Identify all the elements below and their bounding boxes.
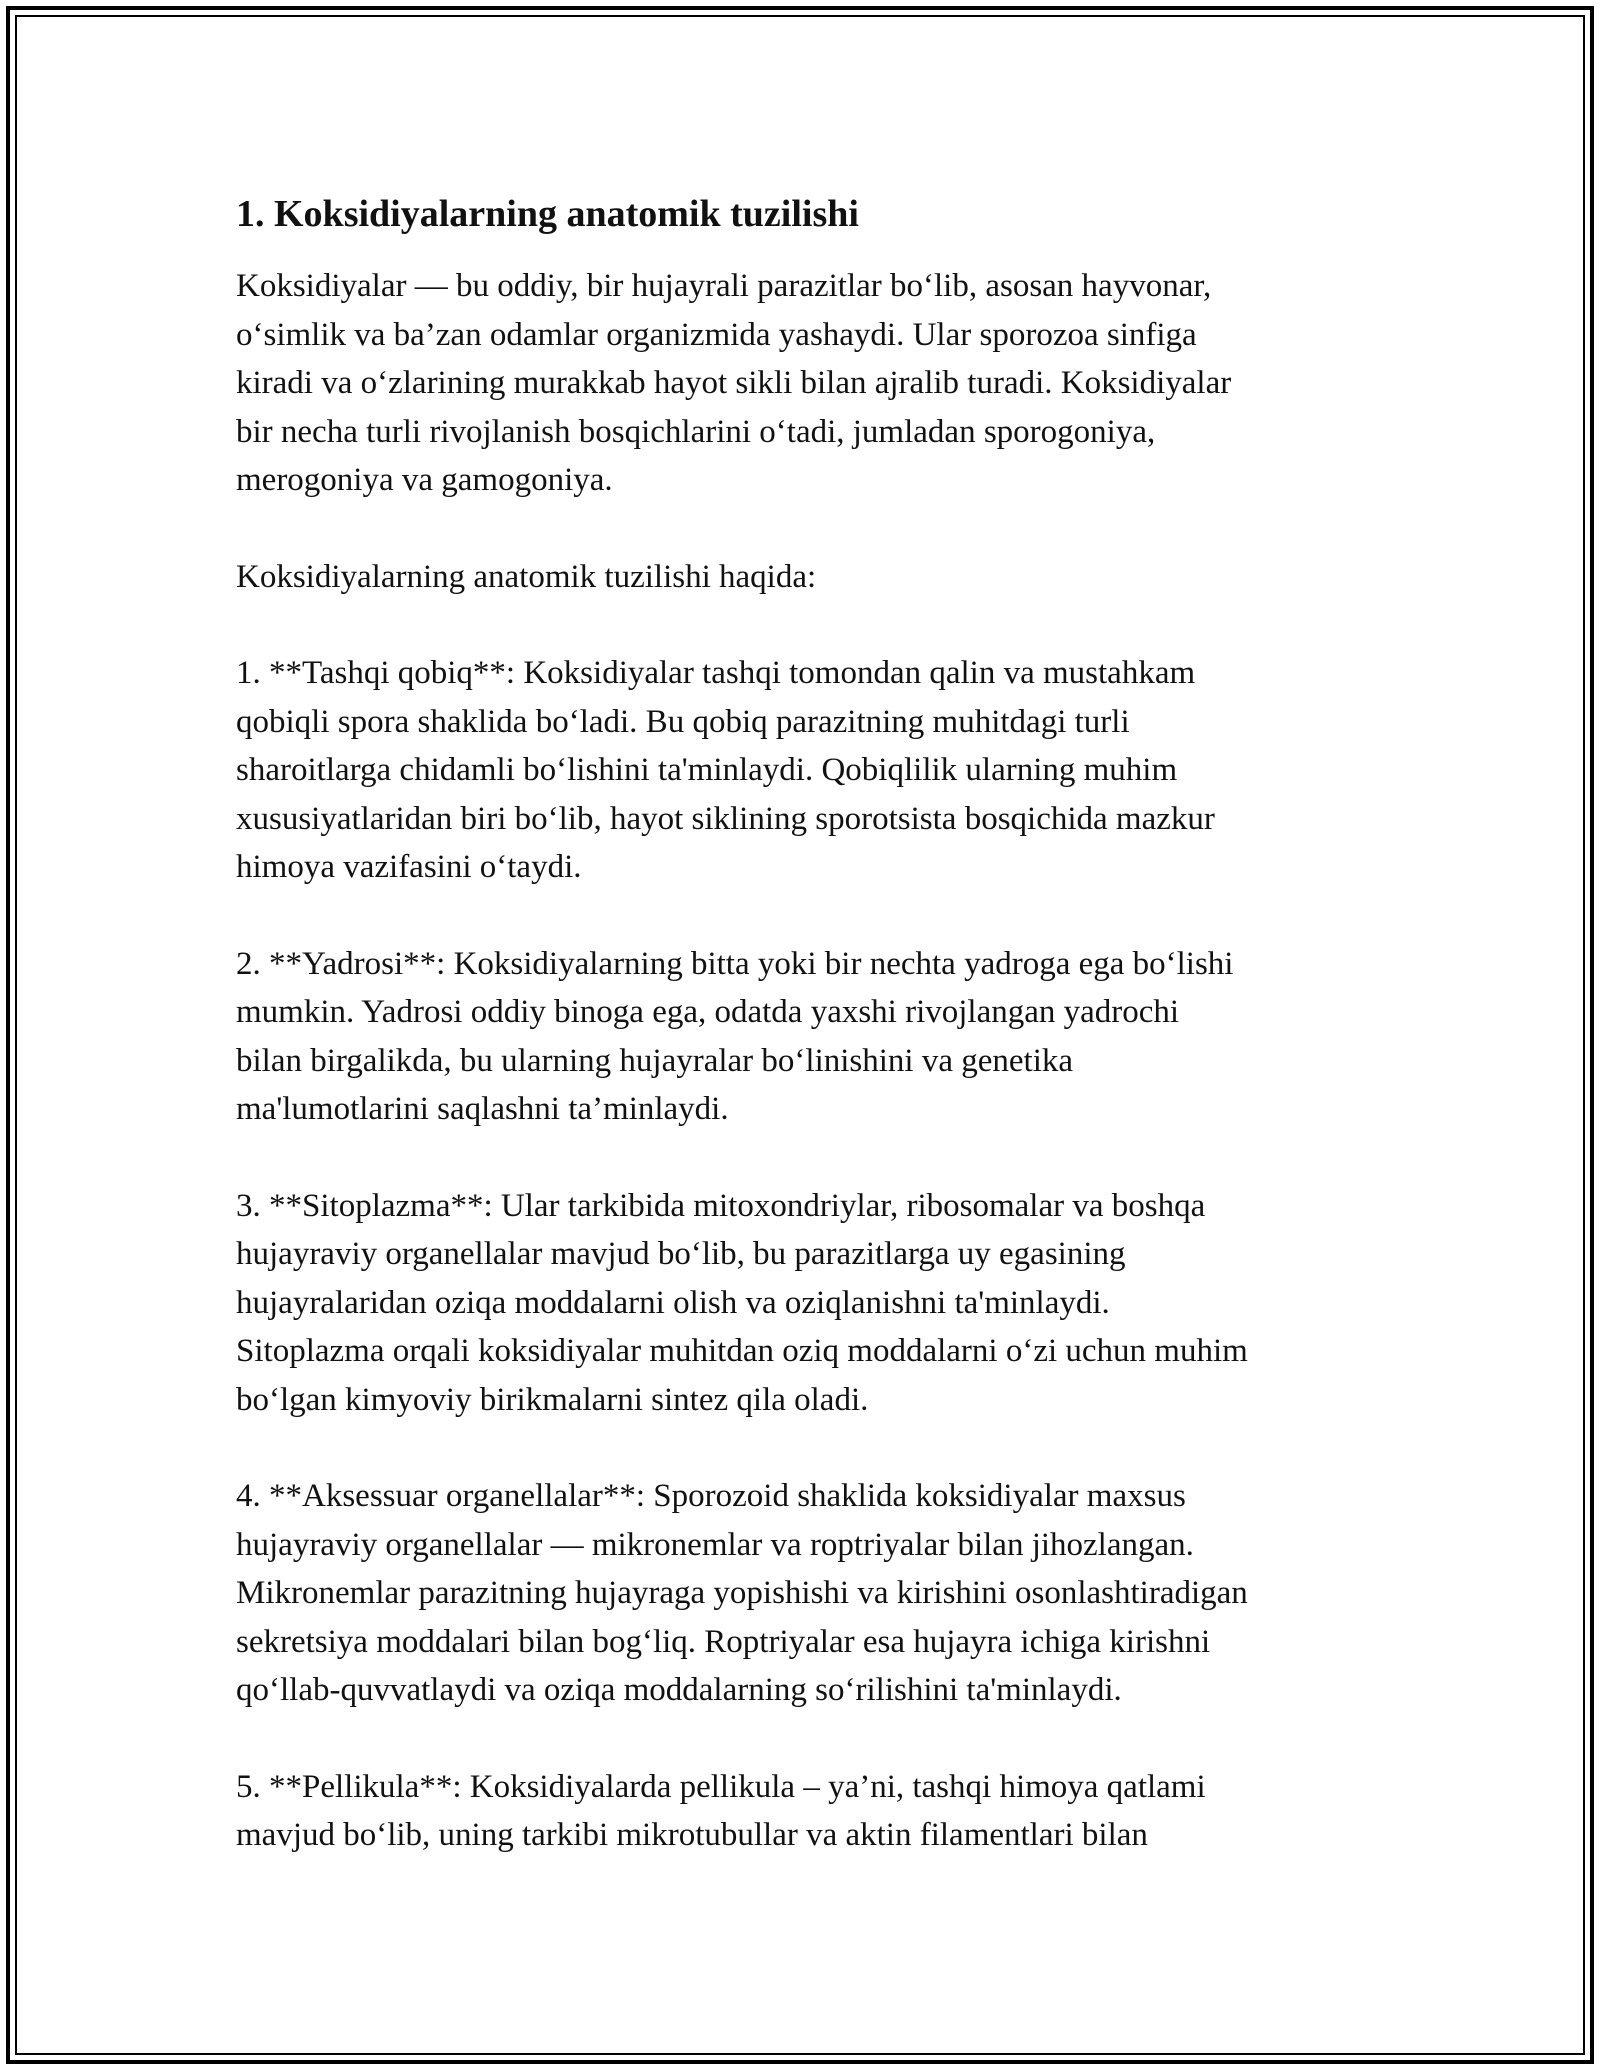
section-lead-paragraph <box>236 553 1376 602</box>
text-line: sekretsiya moddalari bilan bog‘liq. Roptriyalar esa hujayra ichiga kirishni <box>236 1623 1211 1660</box>
text-line: himoya vazifasini o‘taydi. <box>236 849 582 885</box>
text-line: hujayralaridan oziqa moddalarni olish va oziqlanishni ta'minlaydi. <box>236 1284 1110 1321</box>
text-line: 3. **Sitoplazma**: Ular tarkibida mitoxondriylar, ribosomalar va boshqa <box>236 1187 1206 1224</box>
text-line: bo‘lgan kimyoviy birikmalarni sintez qila oladi. <box>236 1381 869 1418</box>
list-item-yadrosi <box>236 940 1376 1134</box>
list-item-aksessuar-organellalar <box>236 1472 1376 1715</box>
document-body <box>236 188 1376 1908</box>
text-line: 4. **Aksessuar organellalar**: Sporozoid shaklida koksidiyalar maxsus <box>236 1478 1186 1514</box>
text-line: bir necha turli rivojlanish bosqichlarini o‘tadi, jumladan sporogoniya, <box>236 413 1156 450</box>
list-item-tashqi-qobiq <box>236 649 1376 892</box>
text-line: mumkin. Yadrosi oddiy binoga ega, odatda yaxshi rivojlangan yadrochi <box>236 994 1180 1030</box>
text-line: Koksidiyalar — bu oddiy, bir hujayrali parazitlar bo‘lib, asosan hayvonar, <box>236 268 1212 304</box>
text-line: bilan birgalikda, bu ularning hujayralar bo‘linishini va genetika <box>236 1042 1074 1079</box>
list-item-pellikula <box>236 1763 1376 1860</box>
text-line: qo‘llab-quvvatlaydi va oziqa moddalarning so‘rilishini ta'minlaydi. <box>236 1672 1122 1708</box>
text-line: 2. **Yadrosi**: Koksidiyalarning bitta yoki bir nechta yadroga ega bo‘lishi <box>236 945 1234 982</box>
list-item-sitoplazma <box>236 1182 1376 1425</box>
text-line: merogoniya va gamogoniya. <box>236 462 613 498</box>
text-line: hujayraviy organellalar — mikronemlar va roptriyalar bilan jihozlangan. <box>236 1526 1194 1563</box>
text-line: 5. **Pellikula**: Koksidiyalarda pellikula – ya’ni, tashqi himoya qatlami <box>236 1768 1206 1805</box>
text-line: Sitoplazma orqali koksidiyalar muhitdan oziq moddalarni o‘zi uchun muhim <box>236 1333 1248 1369</box>
text-line: hujayraviy organellalar mavjud bo‘lib, bu parazitlarga uy egasining <box>236 1236 1126 1272</box>
text-line: qobiqli spora shaklida bo‘ladi. Bu qobiq parazitning muhitdagi turli <box>236 703 1130 740</box>
document-title: 1. Koksidiyalarning anatomik tuzilishi <box>236 193 859 235</box>
text-line: Mikronemlar parazitning hujayraga yopishishi va kirishini osonlashtiradigan <box>236 1575 1248 1611</box>
text-line: mavjud bo‘lib, uning tarkibi mikrotubullar va aktin filamentlari bilan <box>236 1817 1148 1853</box>
text-line: kiradi va o‘zlarining murakkab hayot sikli bilan ajralib turadi. Koksidiyalar <box>236 365 1232 401</box>
text-line: 1. **Tashqi qobiq**: Koksidiyalar tashqi tomondan qalin va mustahkam <box>236 655 1196 691</box>
text-line: sharoitlarga chidamli bo‘lishini ta'minlaydi. Qobiqlilik ularning muhim <box>236 752 1178 788</box>
intro-paragraph <box>236 262 1376 505</box>
text-line: ma'lumotlarini saqlashni ta’minlaydi. <box>236 1091 729 1127</box>
text-line: o‘simlik va ba’zan odamlar organizmida yashaydi. Ular sporozoa sinfiga <box>236 316 1197 353</box>
text-line: xususiyatlaridan biri bo‘lib, hayot siklining sporotsista bosqichida mazkur <box>236 800 1215 837</box>
text-line: Koksidiyalarning anatomik tuzilishi haqida: <box>236 558 817 595</box>
